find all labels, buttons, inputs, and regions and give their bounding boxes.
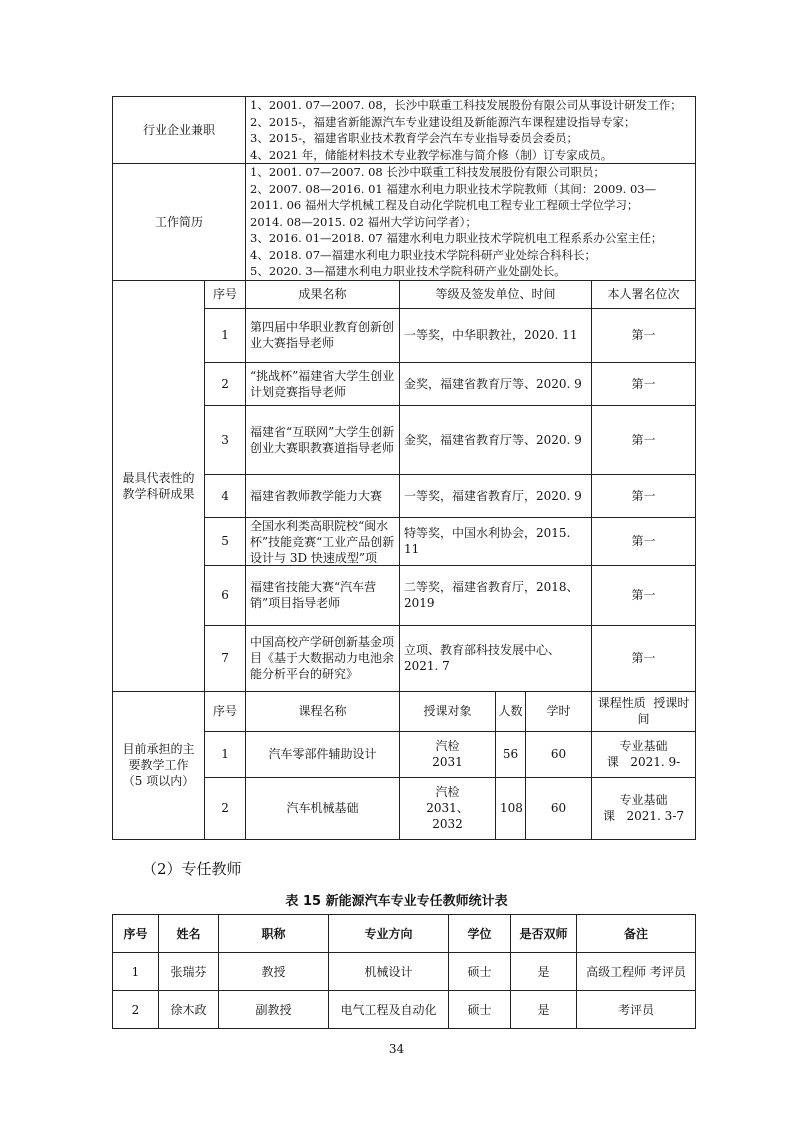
- table-header-row: [113, 915, 696, 953]
- teacher-no: 1: [113, 953, 159, 991]
- work-history-line: 1、2001. 07—2007. 08 长沙中联重工科技发展股份有限公司职员；: [250, 165, 605, 179]
- teacher-degree: 硕士: [449, 953, 511, 991]
- col-header-target: 授课对象: [400, 691, 496, 731]
- table-caption: 表 15 新能源汽车专业专任教师统计表: [285, 894, 508, 909]
- teacher-title: 副教授: [219, 991, 329, 1029]
- section-heading: （2）专任教师: [142, 860, 242, 878]
- teaching-label-line: （5 项以内）: [122, 774, 195, 788]
- teacher-stats-table: [112, 914, 696, 1029]
- part-time-label: 行业企业兼职: [113, 97, 246, 164]
- achievement-name: 福建省“互联网”大学生创新创业大赛职教赛道指导老师: [246, 405, 400, 474]
- col-header-level: 等级及签发单位、时间: [400, 280, 592, 308]
- achievement-level: 二等奖，福建省教育厅，2018、2019: [400, 565, 592, 625]
- col-header-title: 职称: [219, 915, 329, 953]
- teaching-label-line: 目前承担的主: [122, 742, 195, 756]
- achievement-no: 6: [205, 565, 246, 625]
- work-history-line: 5、2020. 3—福建水利电力职业技术学院科研产业处副处长。: [250, 264, 566, 278]
- teacher-name: 张瑞芬: [159, 953, 219, 991]
- col-header-hours: 学时: [526, 691, 592, 731]
- teaching-header-row: [113, 691, 696, 731]
- achievement-level: 金奖，福建省教育厅等、2020. 9: [400, 362, 592, 405]
- col-header-direction: 专业方向: [329, 915, 449, 953]
- teaching-target-line: 2032: [432, 817, 463, 831]
- teacher-dual: 是: [511, 991, 577, 1029]
- achievement-rank: 第一: [592, 565, 696, 625]
- teaching-count: 108: [496, 777, 526, 839]
- teacher-remark: 高级工程师 考评员: [577, 953, 696, 991]
- achievement-level: 立项、教育部科技发展中心、2021. 7: [400, 625, 592, 691]
- work-history-line: 2014. 08—2015. 02 福州大学访问学者）；: [250, 214, 477, 229]
- teaching-hours: 60: [526, 731, 592, 777]
- col-header-time: 授课时间: [637, 696, 690, 726]
- staff-detail-table: [112, 96, 696, 840]
- col-header-count: 人数: [496, 691, 526, 731]
- teacher-no: 2: [113, 991, 159, 1029]
- teacher-direction: 电气工程及自动化: [329, 991, 449, 1029]
- col-header-remark: 备注: [577, 915, 696, 953]
- teaching-no: 2: [205, 777, 246, 839]
- part-time-line: 2、2015-，福建省新能源汽车专业建设组及新能源汽车课程建设指导专家；: [250, 114, 636, 129]
- part-time-row: [113, 97, 696, 164]
- teaching-nature-time: [592, 777, 696, 839]
- teaching-label: [113, 691, 205, 839]
- achievement-name: [246, 517, 400, 565]
- teaching-target-line: 汽检: [435, 739, 460, 753]
- achievement-rank: 第一: [592, 474, 696, 517]
- part-time-line: 4、2021 年，储能材料技术专业教学标准与简介修（制）订专家成员。: [250, 147, 613, 162]
- achievement-name: 福建省技能大赛“汽车营销”项目指导老师: [246, 565, 400, 625]
- achievement-rank: 第一: [592, 405, 696, 474]
- col-header-course: 课程名称: [246, 691, 400, 731]
- col-header-name: 姓名: [159, 915, 219, 953]
- col-header-no: 序号: [205, 691, 246, 731]
- table-row: [113, 953, 696, 991]
- work-history-line: 2011. 06 福州大学机械工程及自动化学院机电工程专业工程硕士学位学习；: [250, 198, 639, 212]
- achievement-no: 1: [205, 308, 246, 362]
- col-header-rank: 本人署名位次: [592, 280, 696, 308]
- achievement-level: 特等奖，中国水利协会，2015. 11: [400, 517, 592, 565]
- teaching-nature: 专业基础课: [603, 793, 668, 823]
- achievement-no: 4: [205, 474, 246, 517]
- achievement-name: 第四届中华职业教育创新创业大赛指导老师: [246, 308, 400, 362]
- teaching-target-line: 2031: [432, 755, 463, 769]
- achievement-rank: 第一: [592, 517, 696, 565]
- achievement-level: 一等奖，中华职教社，2020. 11: [400, 308, 592, 362]
- col-header-nature: 课程性质: [597, 696, 646, 710]
- teaching-target-line: 汽检: [435, 785, 460, 799]
- work-history-row: [113, 164, 696, 281]
- achievements-label-line: 教学科研成果: [122, 486, 195, 501]
- achievements-label: [113, 280, 205, 691]
- col-header-no: 序号: [113, 915, 159, 953]
- teacher-dual: 是: [511, 953, 577, 991]
- col-header-no: 序号: [205, 280, 246, 308]
- part-time-content: [246, 97, 696, 164]
- table-row: [113, 991, 696, 1029]
- work-history-line: 3、2016. 01—2018. 07 福建水利电力职业技术学院机电工程系系办公室主任；: [250, 231, 663, 245]
- achievement-name: 中国高校产学研创新基金项目《基于大数据动力电池余能分析平台的研究》: [246, 625, 400, 691]
- achievement-level: 一等奖，福建省教育厅，2020. 9: [400, 474, 592, 517]
- work-history-content: [246, 164, 696, 281]
- achievement-name: “挑战杯”福建省大学生创业计划竞赛指导老师: [246, 362, 400, 405]
- achievements-label-line: 最具代表性的: [122, 470, 195, 485]
- achievement-rank: 第一: [592, 362, 696, 405]
- col-header-degree: 学位: [449, 915, 511, 953]
- achievement-no: 3: [205, 405, 246, 474]
- teaching-target: [400, 731, 496, 777]
- teaching-count: 56: [496, 731, 526, 777]
- teacher-degree: 硕士: [449, 991, 511, 1029]
- teacher-title: 教授: [219, 953, 329, 991]
- teacher-name: 徐木政: [159, 991, 219, 1029]
- col-header-nature-time: [592, 691, 696, 731]
- teaching-course: 汽车零部件辅助设计: [246, 731, 400, 777]
- teaching-nature-time: [592, 731, 696, 777]
- col-header-name: 成果名称: [246, 280, 400, 308]
- work-history-line: 2、2007. 08—2016. 01 福建水利电力职业技术学院教师（其间：2009. 03—: [250, 181, 657, 196]
- achievements-header-row: [113, 280, 696, 308]
- teaching-time: 2021. 9-: [630, 755, 681, 769]
- achievement-no: 5: [205, 517, 246, 565]
- achievement-no: 7: [205, 625, 246, 691]
- teaching-hours: 60: [526, 777, 592, 839]
- part-time-line: 1、2001. 07—2007. 08，长沙中联重工科技发展股份有限公司从事设计研发工作；: [250, 98, 682, 112]
- part-time-line: 3、2015-，福建省职业技术教育学会汽车专业指导委员会委员；: [250, 131, 578, 145]
- teaching-target-line: 2031、: [426, 801, 469, 815]
- teacher-remark: 考评员: [577, 991, 696, 1029]
- achievement-rank: 第一: [592, 308, 696, 362]
- achievement-level: 金奖，福建省教育厅等、2020. 9: [400, 405, 592, 474]
- teaching-target: [400, 777, 496, 839]
- teacher-direction: 机械设计: [329, 953, 449, 991]
- work-history-label: 工作简历: [113, 164, 246, 281]
- teaching-no: 1: [205, 731, 246, 777]
- work-history-line: 4、2018. 07—福建水利电力职业技术学院科研产业处综合科科长；: [250, 247, 597, 262]
- teaching-time: 2021. 3-7: [626, 809, 685, 823]
- achievement-name: 福建省教师教学能力大赛: [246, 474, 400, 517]
- col-header-dual: 是否双师: [511, 915, 577, 953]
- teaching-course: 汽车机械基础: [246, 777, 400, 839]
- page-number: 34: [388, 1042, 405, 1056]
- achievement-name-text: 全国水利类高职院校“闽水杯”技能竞赛“工业产品创新设计与 3D 快速成型”项: [250, 519, 395, 564]
- achievement-rank: 第一: [592, 625, 696, 691]
- teaching-nature: 专业基础课: [606, 739, 668, 769]
- achievement-no: 2: [205, 362, 246, 405]
- teaching-label-line: 要教学工作: [128, 758, 189, 772]
